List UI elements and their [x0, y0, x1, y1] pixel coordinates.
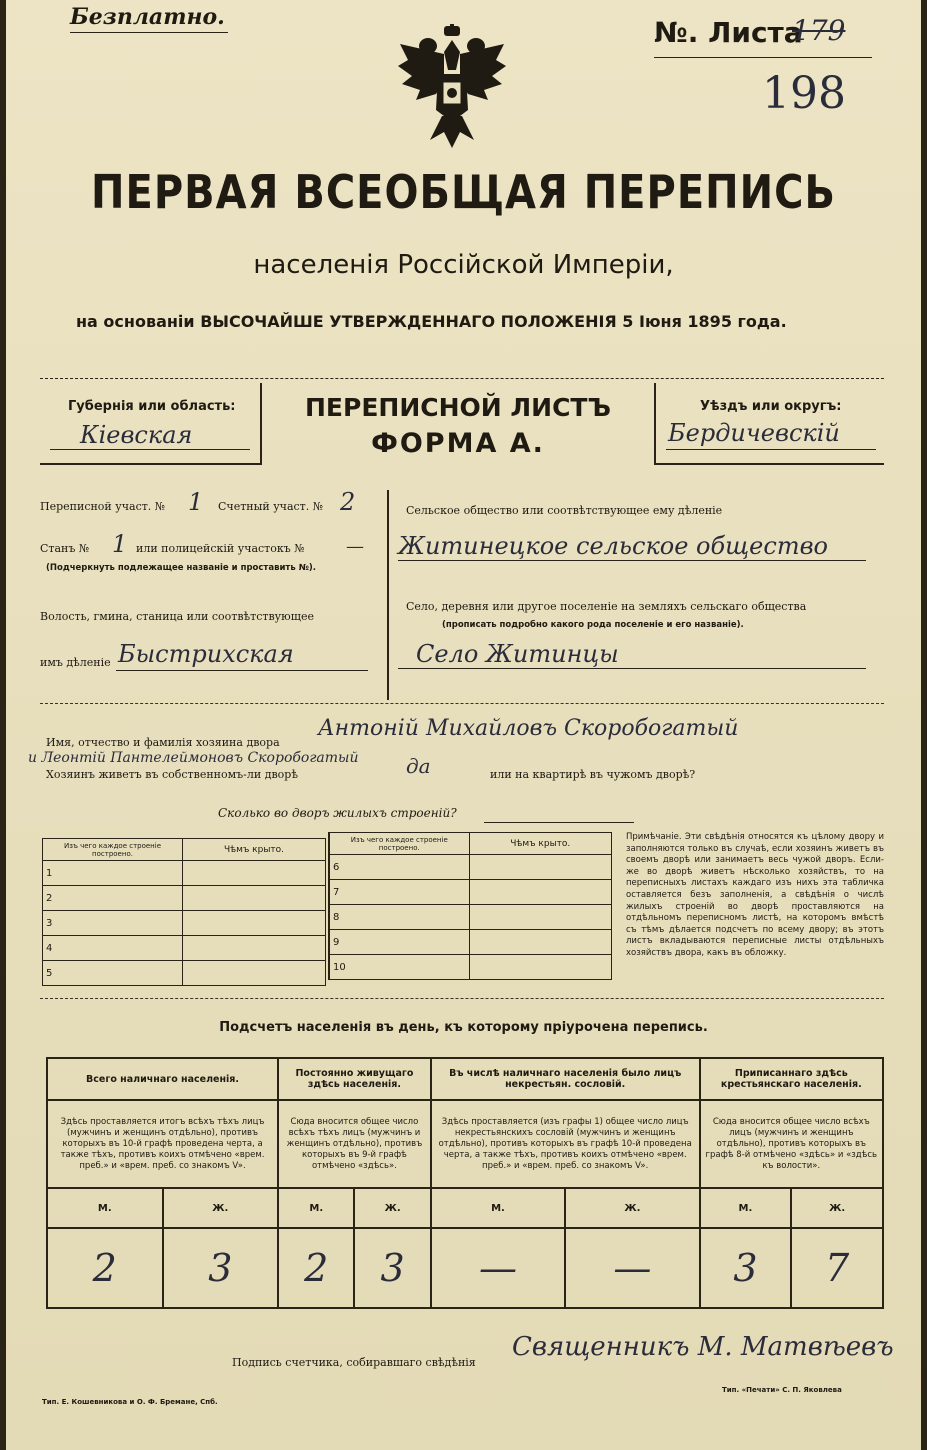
volost-value: Быстрихская — [118, 640, 294, 668]
pop-col-head: Приписаннаго здѣсь крестьянскаго населенія. — [700, 1058, 883, 1100]
pop-value: 3 — [380, 1246, 405, 1290]
male-label: М. — [47, 1188, 163, 1228]
police-label: или полицейскій участокъ № — [136, 542, 305, 555]
pop-value: 2 — [304, 1246, 329, 1290]
col-roof-right: Чѣмъ крыто. — [469, 833, 612, 855]
census-section-label: Переписной участ. № — [40, 500, 166, 513]
mid-divider — [40, 703, 884, 704]
pop-value-cell — [278, 1228, 354, 1308]
owner-name-label: Имя, отчество и фамилія хозяина двора — [46, 736, 280, 749]
buildings-question: Сколько во дворъ жилыхъ строеній? — [218, 806, 457, 820]
sheet-number-label: №. Листа — [654, 16, 803, 49]
col-material-right: Изъ чего каждое строеніе построено. — [329, 833, 469, 855]
footer-printer-left: Тип. Е. Кошевникова и О. Ф. Бремане, Спб. — [42, 1398, 218, 1406]
pop-value: — — [613, 1246, 652, 1290]
sheet-number-struck: 179 — [792, 14, 846, 47]
society-value: Житинецкое сельское общество — [398, 532, 828, 560]
imperial-eagle-icon — [394, 24, 510, 156]
owner-name-value: Антоній Михайловъ Скоробогатый — [318, 716, 739, 741]
society-label: Сельское общество или соотвѣтствующее ему дѣленіе — [406, 504, 723, 517]
buildings-table-left — [42, 838, 326, 986]
census-section-value: 1 — [188, 488, 204, 516]
pop-col-desc: Сюда вносится общее число всѣхъ лицъ (мужчинъ и женщинъ отдѣльно), противъ которыхъ въ графѣ 8-й отмѣчено «здѣсь» и «здѣсь къ волости». — [700, 1100, 883, 1188]
building-row: 8 — [329, 905, 469, 930]
count-section-value: 2 — [340, 488, 356, 516]
pop-col-desc: Сюда вносится общее число всѣхъ тѣхъ лицъ (мужчинъ и женщинъ отдѣльно), противъ которыхъ въ 9-й графѣ отмѣчено «здѣсь». — [278, 1100, 431, 1188]
female-label: Ж. — [791, 1188, 883, 1228]
pop-col-desc: Здѣсь проставляется (изъ графы 1) общее число лицъ некрестьянскихъ сословій (мужчинъ и женщинъ отдѣльно), противъ которыхъ въ графѣ 10-й проведена черта, а также тѣхъ, противъ коихъ отмѣчено «врем. преб.» и «врем. преб. со знакомъ V». — [431, 1100, 700, 1188]
volost-label-1: Волость, гмина, станица или соотвѣтствующее — [40, 610, 314, 623]
province-underline — [50, 449, 250, 450]
signature-value: Священникъ М. Матвѣевъ — [512, 1332, 894, 1362]
society-underline — [398, 560, 866, 561]
male-label: М. — [700, 1188, 792, 1228]
building-row: 7 — [329, 880, 469, 905]
owner-lives-value: да — [406, 754, 431, 778]
building-row: 5 — [43, 961, 183, 986]
volost-underline — [116, 670, 368, 671]
district-label: Уѣздъ или округъ: — [700, 399, 842, 414]
header-divider — [40, 378, 884, 379]
sheet-number-handwritten: 198 — [762, 68, 846, 119]
sheet-number-underline — [654, 57, 872, 58]
male-label: М. — [431, 1188, 565, 1228]
owner-lives-label-2: или на квартирѣ въ чужомъ дворѣ? — [490, 768, 696, 781]
pop-col-head: Въ числѣ наличнаго населенія было лицъ некрестьян. сословій. — [431, 1058, 700, 1100]
stan-value: 1 — [112, 530, 128, 558]
female-label: Ж. — [163, 1188, 279, 1228]
building-row: 9 — [329, 930, 469, 955]
female-label: Ж. — [565, 1188, 699, 1228]
pop-value-cell — [565, 1228, 699, 1308]
province-label: Губернія или область: — [68, 399, 236, 414]
village-value: Село Житинцы — [416, 640, 619, 668]
female-label: Ж. — [354, 1188, 430, 1228]
free-label: Безплатно. — [70, 4, 225, 30]
pop-value-cell — [354, 1228, 430, 1308]
free-underline — [70, 32, 228, 33]
pop-col-desc: Здѣсь проставляется итогъ всѣхъ тѣхъ лицъ (мужчинъ и женщинъ отдѣльно), противъ которыхъ въ 10-й графѣ проведена черта, а также тѣхъ, противъ коихъ отмѣчено «врем. преб.» и «врем. преб. со знакомъ V». — [47, 1100, 278, 1188]
signature-label: Подпись счетчика, собиравшаго свѣдѣнія — [232, 1356, 476, 1369]
district-underline — [666, 449, 876, 450]
pop-value-cell — [431, 1228, 565, 1308]
pop-value: 3 — [733, 1246, 758, 1290]
pop-value-cell — [791, 1228, 883, 1308]
basis-text: на основаніи ВЫСОЧАЙШЕ УТВЕРЖДЕННАГО ПОЛОЖЕНІЯ 5 Іюня 1895 года. — [76, 312, 787, 331]
count-section-label: Счетный участ. № — [218, 500, 324, 513]
population-table — [46, 1057, 884, 1309]
village-underline — [398, 668, 866, 669]
building-row: 10 — [329, 955, 469, 980]
col-roof-left: Чѣмъ крыто. — [183, 839, 326, 861]
pop-value: 3 — [208, 1246, 233, 1290]
district-value: Бердичевскій — [668, 419, 840, 447]
village-note: (прописать подробно какого рода поселеніе и его названіе). — [442, 620, 744, 630]
province-value: Кіевская — [80, 421, 193, 449]
pop-value: 7 — [825, 1246, 850, 1290]
volost-label-2: имъ дѣленіе — [40, 656, 111, 669]
pop-value: — — [478, 1246, 517, 1290]
building-row: 1 — [43, 861, 183, 886]
col-material-left: Изъ чего каждое строеніе построено. — [43, 839, 183, 861]
pop-value-cell — [700, 1228, 792, 1308]
form-subtitle: ФОРМА А. — [371, 428, 545, 459]
district-box — [654, 383, 884, 465]
buildings-note: Примѣчаніе. Эти свѣдѣнія относятся къ цѣлому двору и заполняются только въ случаѣ, если хозяинъ живетъ въ своемъ дворѣ или занимаетъ весь чужой дворъ. Если-же во дворѣ живетъ нѣсколько хозяйствъ, то на переписныхъ листахъ каждаго изъ нихъ эта табличка оставляется безъ заполненія, а свѣдѣнія о числѣ жилыхъ строеній во дворѣ проставляются на отдѣльномъ переписномъ листѣ, на которомъ вмѣстѣ съ тѣмъ дѣлается подсчетъ по всему двору; въ этотъ листъ вкладываются переписные листы отдѣльныхъ хозяйствъ двора, какъ въ обложку. — [626, 832, 884, 958]
lower-divider — [40, 998, 884, 999]
buildings-underline — [484, 822, 634, 823]
page-title: ПЕРВАЯ ВСЕОБЩАЯ ПЕРЕПИСЬ — [91, 166, 836, 220]
building-row: 6 — [329, 855, 469, 880]
building-row: 2 — [43, 886, 183, 911]
owner-name-value-2: и Леонтій Пантелеймоновъ Скоробогатый — [28, 750, 359, 766]
police-value: — — [346, 536, 364, 557]
block-divider — [387, 490, 389, 700]
pop-col-head: Всего наличнаго населенія. — [47, 1058, 278, 1100]
owner-lives-label: Хозяинъ живетъ въ собственномъ-ли дворѣ — [46, 768, 298, 781]
footer-printer-right: Тип. «Печати» С. П. Яковлева — [722, 1386, 842, 1394]
page-subtitle: населенія Россійской Имперіи, — [253, 250, 674, 280]
pop-value-cell — [47, 1228, 163, 1308]
province-box — [40, 383, 262, 465]
village-label: Село, деревня или другое поселеніе на земляхъ сельскаго общества — [406, 600, 807, 613]
stan-label: Станъ № — [40, 542, 90, 555]
pop-col-head: Постоянно живущаго здѣсь населенія. — [278, 1058, 431, 1100]
form-title: ПЕРЕПИСНОЙ ЛИСТЪ — [305, 393, 611, 422]
building-row: 3 — [43, 911, 183, 936]
underline-note: (Подчеркнуть подлежащее названіе и проставить №). — [46, 563, 316, 573]
population-title: Подсчетъ населенія въ день, къ которому пріурочена перепись. — [219, 1020, 708, 1035]
male-label: М. — [278, 1188, 354, 1228]
census-sheet — [6, 0, 921, 1450]
pop-value-cell — [163, 1228, 279, 1308]
building-row: 4 — [43, 936, 183, 961]
buildings-table-right — [328, 832, 612, 980]
pop-value: 2 — [92, 1246, 117, 1290]
